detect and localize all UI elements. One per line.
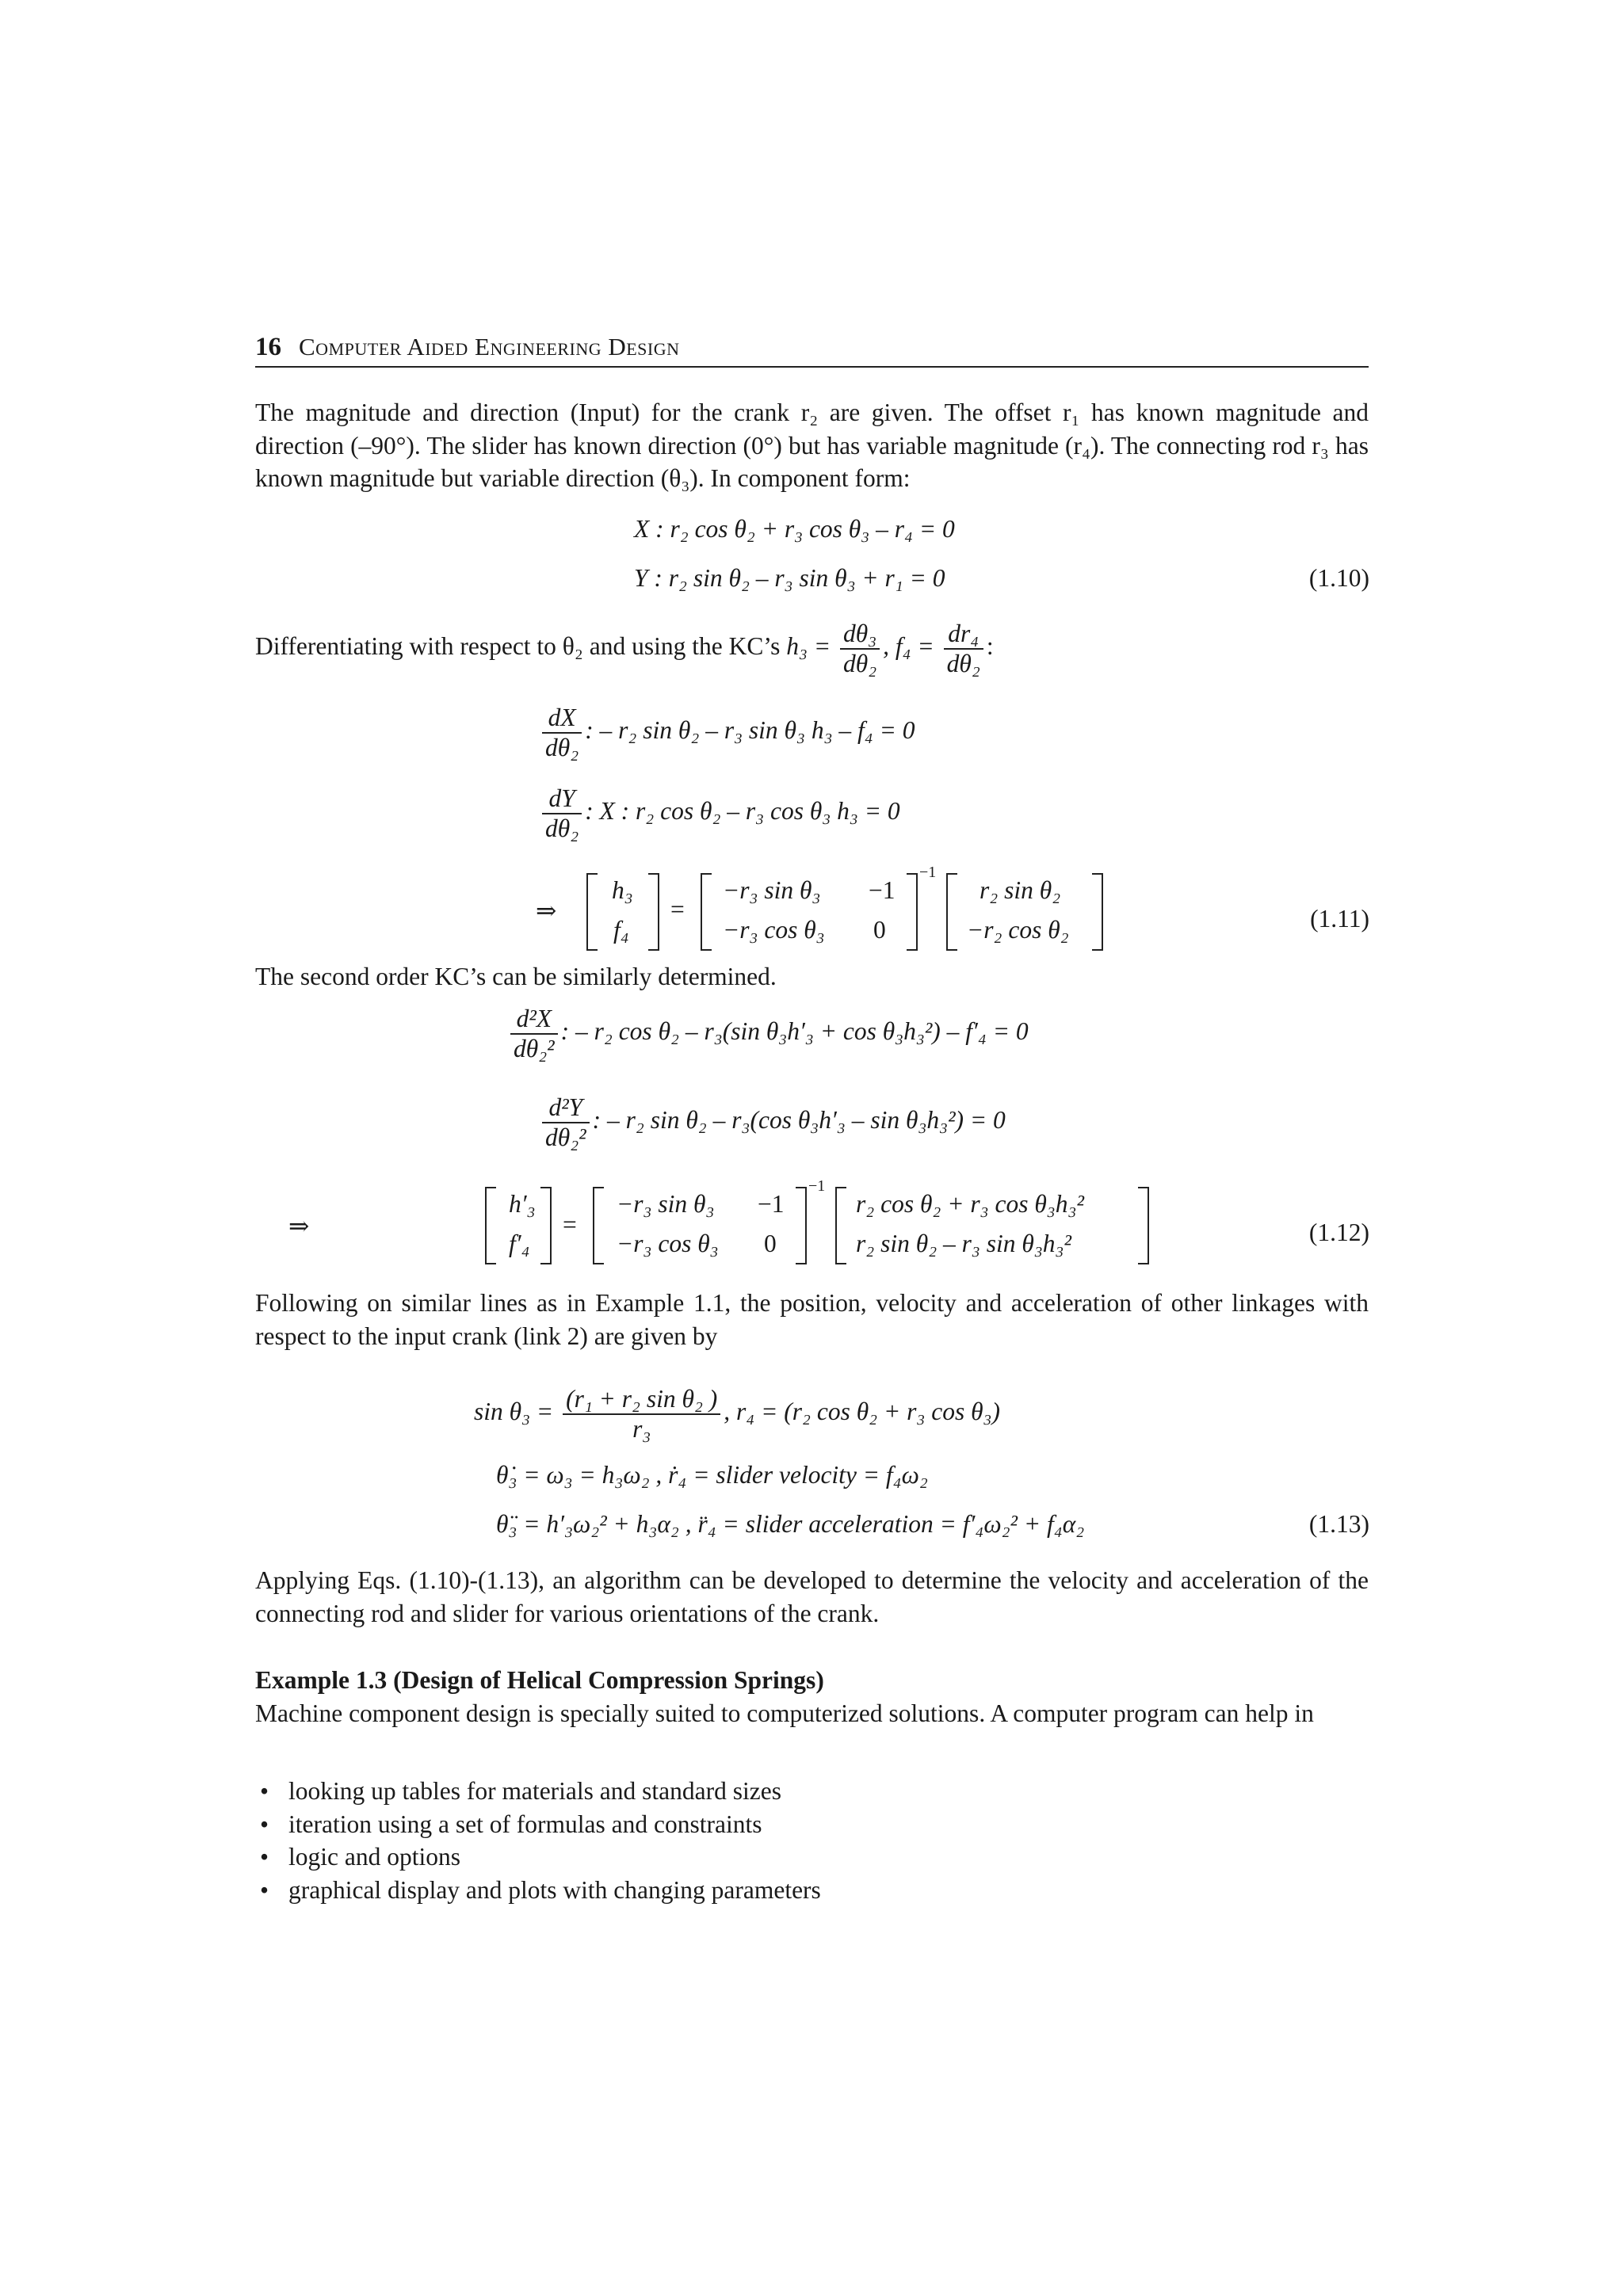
d2y-rhs: : – r₂ sin θ₂ – r₃(cos θ₃h′₃ – sin θ₃h₃²) = 0 [592,1106,1006,1135]
h3-denominator: dθ₂ [842,650,877,677]
intro-paragraph: The magnitude and direction (Input) for the crank r₂ are given. The offset r₁ has known magnitude and direction (–90°). The slider has known direction (0°) but has variable magnitude (r₄). The connecting rod r₃ has known magnitude but variable direction (θ₃). In component form: [255,399,1369,492]
sin-fraction [563,1385,720,1444]
second-order-text: The second order KC’s can be similarly determined. [255,963,777,990]
left-bracket [586,873,598,951]
inverse-superscript: −1 [808,1177,826,1195]
list-item-text: graphical display and plots with changing parameters [288,1875,821,1904]
running-header [255,331,1369,368]
h3-lhs: h₃ = [786,632,831,661]
equation-number-1-11: (1.11) [1310,905,1369,933]
sin-theta3-equation [474,1385,1000,1444]
list-item [255,1840,1365,1874]
matrix-a11: −r₃ sin θ₃ [617,1190,715,1218]
matrix-a22: 0 [873,916,886,944]
right-bracket [540,1187,552,1264]
right-bracket [796,1187,807,1264]
d2y-denominator: dθ₂² [545,1123,586,1151]
dy-numerator: dY [542,784,582,814]
bullet-icon: • [260,1777,269,1805]
matrix-a21: −r₃ cos θ₃ [617,1230,719,1257]
d2y-fraction [542,1093,590,1152]
kc-definition-line [255,620,994,678]
equals-sign: = [670,895,685,923]
example-heading: Example 1.3 (Design of Helical Compression Springs) [255,1666,824,1694]
equation-number-1-10: (1.10) [1308,564,1369,592]
acceleration-equation: θ̈₃ = h′₃ω₂² + h₃α₂ , r̈₄ = slider acceleration = f′₄ω₂² + f₄α₂ [496,1510,1085,1538]
dy-denominator: dθ₂ [545,814,579,842]
sin-rhs: , r₄ = (r₂ cos θ₂ + r₃ cos θ₃) [724,1398,1000,1426]
implies-symbol: ⇒ [288,1212,310,1240]
d2y-numerator: d²Y [542,1093,590,1123]
vector-b2: −r₂ cos θ₂ [967,916,1069,944]
d2y-equation [539,1093,1006,1152]
matrix-a12: −1 [758,1190,785,1218]
f4-fraction [944,620,983,678]
dy-equation [539,784,900,843]
f4-vector-entry: f₄ [613,916,629,944]
right-bracket [648,873,659,951]
following-paragraph: Following on similar lines as in Example 1.1, the position, velocity and acceleration of other linkages with respect to the input crank (link 2) are given by [255,1289,1369,1350]
list-item-text: looking up tables for materials and standard sizes [288,1777,781,1805]
list-item [255,1808,1365,1841]
list-item [255,1775,1365,1808]
equation-x-component: X : r₂ cos θ₂ + r₃ cos θ₃ – r₄ = 0 [634,515,955,543]
example-paragraph: Machine component design is specially suited to computerized solutions. A computer program can help in [255,1699,1314,1727]
f4-numerator: dr₄ [944,620,983,650]
page-number: 16 [255,333,281,361]
equation-number-1-12: (1.12) [1308,1219,1369,1246]
equation-number-1-13: (1.13) [1308,1510,1369,1538]
implies-symbol: ⇒ [536,897,557,925]
d2x-numerator: d²X [510,1005,558,1035]
matrix-a11: −r₃ sin θ₃ [723,876,821,904]
left-bracket [701,873,712,951]
sin-denominator: r₃ [632,1415,651,1443]
vector-b1: r₂ sin θ₂ [980,876,1061,904]
list-item [255,1874,1365,1907]
h3-fraction [840,620,880,678]
right-bracket [1092,873,1103,951]
applying-paragraph: Applying Eqs. (1.10)-(1.13), an algorithm can be developed to determine the velocity and acceleration of the connecting rod and slider for various orientations of the crank. [255,1566,1369,1627]
sin-lhs: sin θ₃ = [474,1398,554,1426]
list-item-text: logic and options [288,1843,460,1871]
dx-fraction [542,704,582,762]
velocity-equation: θ̇₃ = ω₃ = h₃ω₂ , ṙ₄ = slider velocity = f₄ω₂ [496,1461,928,1489]
colon: : [986,632,994,661]
bullet-icon: • [260,1875,269,1904]
vector-b1: r₂ cos θ₂ + r₃ cos θ₃h₃² [856,1190,1084,1218]
matrix-a12: −1 [869,876,896,904]
h3-vector-entry: h₃ [612,876,633,904]
sin-numerator: (r₁ + r₂ sin θ₂ ) [563,1385,720,1415]
equation-y-component: Y : r₂ sin θ₂ – r₃ sin θ₃ + r₁ = 0 [634,564,945,592]
dx-rhs: : – r₂ sin θ₂ – r₃ sin θ₃ h₃ – f₄ = 0 [585,716,915,745]
d2x-equation [507,1005,1029,1063]
d2x-denominator: dθ₂² [514,1035,555,1062]
left-bracket [485,1187,496,1264]
list-item-text: iteration using a set of formulas and constraints [288,1810,762,1838]
d2x-rhs: : – r₂ cos θ₂ – r₃(sin θ₃h′₃ + cos θ₃h₃²) – f′₄ = 0 [560,1017,1029,1046]
differentiating-text: Differentiating with respect to θ₂ and using the KC’s [255,632,781,661]
matrix-a21: −r₃ cos θ₃ [723,916,825,944]
dx-numerator: dX [542,704,582,734]
d2x-fraction [510,1005,558,1063]
right-bracket [1138,1187,1149,1264]
matrix-a22: 0 [764,1230,777,1257]
dx-denominator: dθ₂ [545,734,579,761]
bullet-list [255,1775,1365,1906]
h3-numerator: dθ₃ [840,620,880,650]
vector-b2: r₂ sin θ₂ – r₃ sin θ₃h₃² [856,1230,1071,1257]
f4-denominator: dθ₂ [946,650,980,677]
right-bracket [907,873,918,951]
f4-lhs: , f₄ = [883,632,934,661]
running-title: Computer Aided Engineering Design [299,333,680,360]
bullet-icon: • [260,1843,269,1871]
left-bracket [593,1187,604,1264]
equals-sign: = [563,1211,577,1238]
f4-prime-vector-entry: f′₄ [509,1230,530,1257]
left-bracket [835,1187,846,1264]
inverse-superscript: −1 [919,864,937,881]
dy-fraction [542,784,582,843]
dy-rhs: : X : r₂ cos θ₂ – r₃ cos θ₃ h₃ = 0 [585,797,900,826]
bullet-icon: • [260,1810,269,1838]
dx-equation [539,704,915,762]
h3-prime-vector-entry: h′₃ [509,1190,536,1218]
left-bracket [946,873,957,951]
